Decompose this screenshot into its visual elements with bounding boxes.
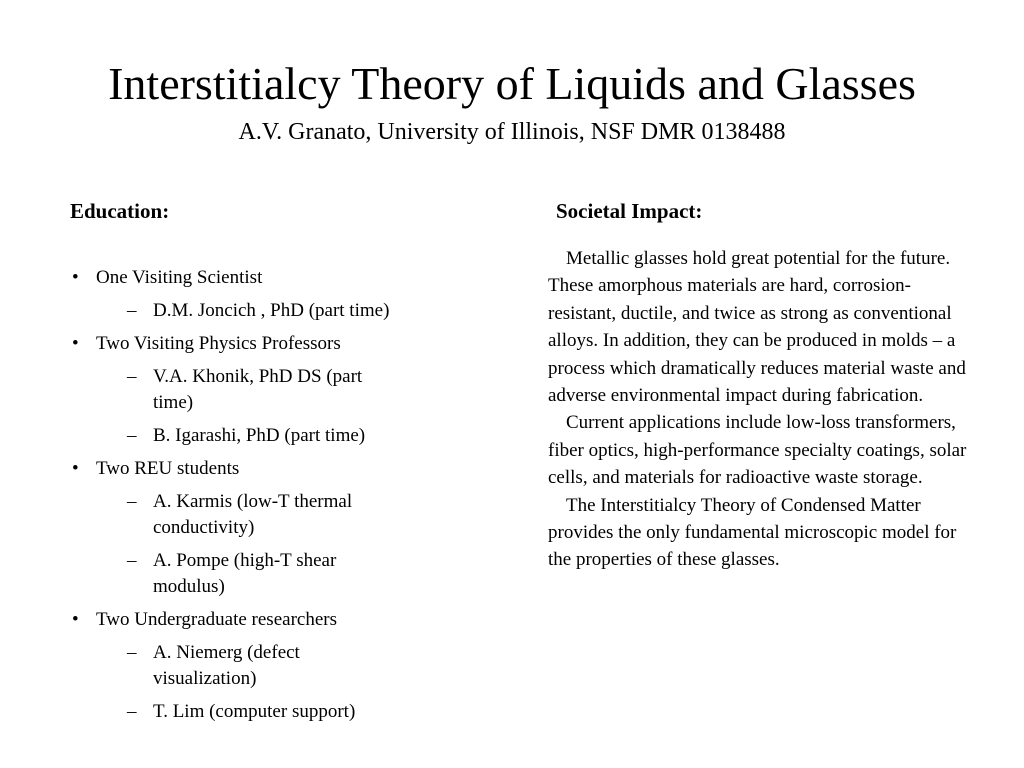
list-item-text: Two REU students (96, 458, 240, 479)
sub-list-item-text: A. Pompe (high-T shear modulus) (153, 550, 337, 597)
sub-list (70, 364, 490, 449)
sub-list-item (70, 640, 398, 692)
sub-list-item (70, 548, 398, 600)
sub-list-item-text: B. Igarashi, PhD (part time) (153, 425, 366, 446)
bullet-icon: • (72, 458, 79, 479)
societal-impact-heading: Societal Impact: (556, 199, 703, 223)
sub-list-item-text: D.M. Joncich , PhD (part time) (153, 300, 390, 321)
bullet-icon: • (72, 609, 79, 630)
list-item-text: One Visiting Scientist (96, 267, 263, 288)
sub-list-item-text: T. Lim (computer support) (153, 701, 356, 722)
dash-icon: – (127, 366, 137, 387)
paragraph: The Interstitialcy Theory of Condensed Matter provides the only fundamental microscopic model for the properties of these glasses. (548, 494, 957, 571)
sub-list-item-text: A. Niemerg (defect visualization) (153, 642, 300, 689)
societal-impact-body (548, 245, 968, 574)
sub-list-item (70, 298, 398, 324)
list-item (70, 607, 490, 725)
slide-title: Interstitialcy Theory of Liquids and Glasses (108, 58, 916, 109)
list-item (70, 331, 490, 449)
paragraph: Metallic glasses hold great potential for the future. These amorphous materials are hard, corrosion-resistant, ductile, and twice as strong as conventional alloys. In addition, they can be produced in molds – a process which dramatically reduces material waste and adverse environmental impact during fabrication. (548, 248, 966, 407)
sub-list-item-text: V.A. Khonik, PhD DS (part time) (153, 366, 363, 413)
dash-icon: – (127, 491, 137, 512)
dash-icon: – (127, 425, 137, 446)
sub-list-item (70, 364, 398, 416)
sub-list (70, 298, 490, 324)
dash-icon: – (127, 701, 137, 722)
bullet-icon: • (72, 333, 79, 354)
dash-icon: – (127, 300, 137, 321)
bullet-icon: • (72, 267, 79, 288)
sub-list-item (70, 489, 398, 541)
dash-icon: – (127, 550, 137, 571)
list-item (70, 265, 490, 324)
sub-list-item (70, 699, 398, 725)
education-heading: Education: (70, 199, 170, 223)
education-list (70, 265, 490, 732)
list-item-text: Two Visiting Physics Professors (96, 333, 341, 354)
list-item (70, 456, 490, 600)
sub-list (70, 489, 490, 600)
list-item-text: Two Undergraduate researchers (96, 609, 337, 630)
paragraph: Current applications include low-loss transformers, fiber optics, high-performance specialty coatings, solar cells, and materials for radioactive waste storage. (548, 412, 967, 489)
sub-list-item (70, 423, 398, 449)
slide-subtitle: A.V. Granato, University of Illinois, NSF DMR 0138488 (238, 119, 786, 145)
sub-list (70, 640, 490, 725)
dash-icon: – (127, 642, 137, 663)
sub-list-item-text: A. Karmis (low-T thermal conductivity) (153, 491, 353, 538)
